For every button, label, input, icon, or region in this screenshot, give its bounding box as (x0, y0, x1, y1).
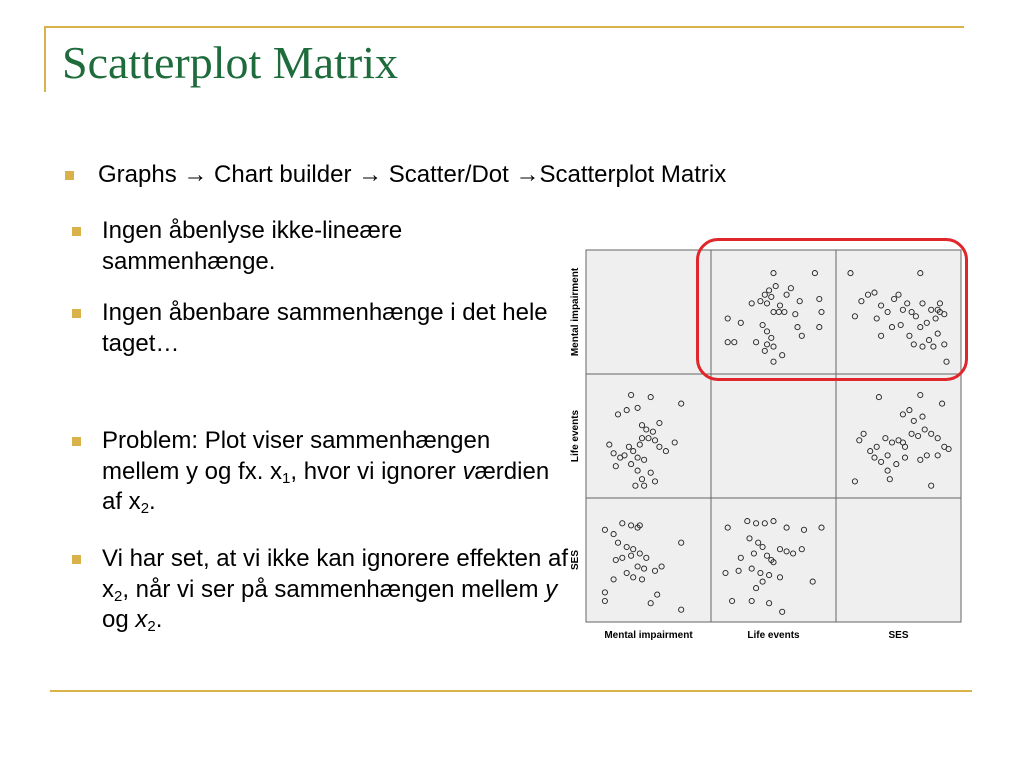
bullet-text-part: , når vi ser på sammenhængen mellem (122, 575, 546, 603)
bullet-text-part: og (102, 606, 136, 634)
bullet-text-part: . (149, 488, 156, 516)
bullet-marker (72, 309, 81, 318)
row-label-life-events: Life events (570, 409, 581, 463)
subscript: 2 (114, 587, 123, 605)
bullet-text: Ingen åbenbare sammenhænge i det hele taget… (102, 299, 548, 357)
subscript: 1 (282, 469, 291, 487)
row-label-mental-impairment: Mental impairment (570, 267, 581, 357)
bullet-text-part: Vi har set, at vi ikke kan ignorere effekten af x (102, 545, 569, 603)
subscript: 2 (140, 500, 150, 518)
bullet-text-part: . (155, 606, 163, 634)
bullet-marker (65, 171, 74, 180)
bullet-problem (102, 426, 562, 518)
bullet-no-nonlinear (102, 216, 562, 277)
matrix-cell (836, 374, 961, 498)
frame-left-line (44, 26, 46, 92)
frame-bottom-line (50, 690, 972, 692)
matrix-cell (711, 374, 836, 498)
bullet-cannot-ignore (102, 544, 572, 636)
row-label-ses: SES (570, 549, 581, 571)
italic-text: y (545, 575, 558, 603)
bullet-marker (72, 555, 81, 564)
matrix-cell (586, 250, 711, 374)
bullet-text-part: , hvor vi ignorer (290, 457, 463, 485)
bullet-text-part: Problem: Plot viser sammenhængen mellem y og fx. x (102, 427, 491, 485)
bullet-text: Graphs → Chart builder → Scatter/Dot →Scatterplot Matrix (98, 161, 727, 188)
frame-top-line (44, 26, 964, 28)
col-label-mental-impairment: Mental impairment (604, 630, 693, 641)
italic-text: v (462, 457, 475, 485)
bullet-text: Ingen åbenlyse ikke-lineære sammenhænge. (102, 217, 403, 275)
bullet-menu-path (98, 160, 938, 191)
col-label-ses: SES (888, 630, 909, 641)
matrix-cell (836, 498, 961, 622)
col-label-life-events: Life events (747, 630, 800, 641)
bullet-no-relations (102, 298, 572, 359)
slide-title: Scatterplot Matrix (62, 37, 398, 88)
bullet-marker (72, 227, 81, 236)
bullet-text-part: ærdien af x (102, 457, 550, 516)
subscript: 2 (147, 618, 156, 636)
highlight-ring (696, 238, 968, 381)
italic-text: x (135, 606, 148, 634)
bullet-marker (72, 437, 81, 446)
